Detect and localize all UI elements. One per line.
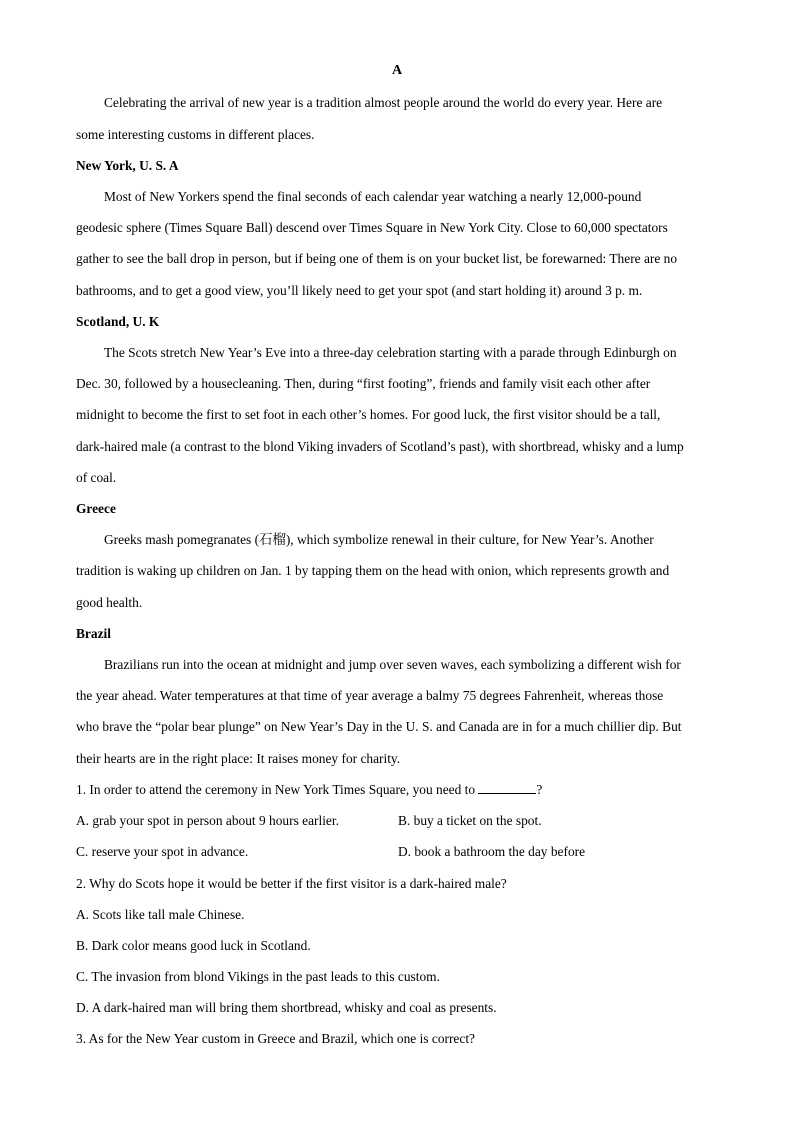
option-c: C. The invasion from blond Vikings in the past leads to this custom. — [76, 969, 440, 984]
option-c: C. reserve your spot in advance. — [76, 844, 249, 859]
intro-line: Celebrating the arrival of new year is a tradition almost people around the world do every year. Here are — [104, 95, 663, 110]
question-3-stem: 3. As for the New Year custom in Greece and Brazil, which one is correct? — [76, 1031, 475, 1046]
paragraph-line: who brave the “polar bear plunge” on New Year’s Day in the U. S. and Canada are in for a much chillier dip. But — [76, 719, 682, 734]
option-d: D. A dark-haired man will bring them shortbread, whisky and coal as presents. — [76, 1000, 497, 1015]
paragraph-line: Brazilians run into the ocean at midnight and jump over seven waves, each symbolizing a different wish for — [104, 657, 681, 672]
question-1-stem-text: 1. In order to attend the ceremony in New York Times Square, you need to — [76, 782, 479, 797]
paragraph-line: geodesic sphere (Times Square Ball) descend over Times Square in New York City. Close to 60,000 spectators — [76, 220, 668, 235]
paragraph-line: midnight to become the first to set foot in each other’s homes. For good luck, the first visitor should be a tall, — [76, 407, 661, 422]
paragraph-line: of coal. — [76, 470, 117, 485]
option-b: B. buy a ticket on the spot. — [398, 813, 542, 828]
paragraph-line: their hearts are in the right place: It raises money for charity. — [76, 751, 401, 766]
paragraph-line: gather to see the ball drop in person, but if being one of them is on your bucket list, be forewarned: There are no — [76, 251, 678, 266]
paragraph-line: tradition is waking up children on Jan. 1 by tapping them on the head with onion, which represents growth and — [76, 563, 670, 578]
paragraph-line: Most of New Yorkers spend the final seconds of each calendar year watching a nearly 12,000-pound — [104, 189, 642, 204]
answer-blank — [478, 782, 536, 794]
section-heading-brazil: Brazil — [76, 626, 111, 641]
paragraph-line: The Scots stretch New Year’s Eve into a three-day celebration starting with a parade through Edinburgh on — [104, 345, 677, 360]
intro-line: some interesting customs in different places. — [76, 127, 315, 142]
paragraph-line: Greeks mash pomegranates (石榴), which symbolize renewal in their culture, for New Year’s. Another — [104, 532, 654, 547]
paragraph-line: Dec. 30, followed by a housecleaning. Then, during “first footing”, friends and family visit each other after — [76, 376, 651, 391]
option-a: A. Scots like tall male Chinese. — [76, 907, 245, 922]
paragraph-line: the year ahead. Water temperatures at that time of year average a balmy 75 degrees Fahrenheit, whereas those — [76, 688, 664, 703]
paragraph-line: dark-haired male (a contrast to the blond Viking invaders of Scotland’s past), with shortbread, whisky and a lump — [76, 439, 684, 454]
question-1-stem-end: ? — [536, 782, 543, 797]
option-a: A. grab your spot in person about 9 hours earlier. — [76, 813, 339, 828]
option-b: B. Dark color means good luck in Scotland. — [76, 938, 311, 953]
question-2-stem: 2. Why do Scots hope it would be better if the first visitor is a dark-haired male? — [76, 876, 507, 891]
section-heading-greece: Greece — [76, 501, 116, 516]
paragraph-line: good health. — [76, 595, 143, 610]
paragraph-line: bathrooms, and to get a good view, you’ll likely need to get your spot (and start holding it) around 3 p. m. — [76, 283, 643, 298]
passage-title: A — [391, 63, 403, 78]
section-heading-scotland: Scotland, U. K — [76, 314, 160, 329]
question-1-stem — [76, 782, 542, 798]
option-d: D. book a bathroom the day before — [398, 844, 586, 859]
section-heading-new-york: New York, U. S. A — [76, 158, 179, 173]
